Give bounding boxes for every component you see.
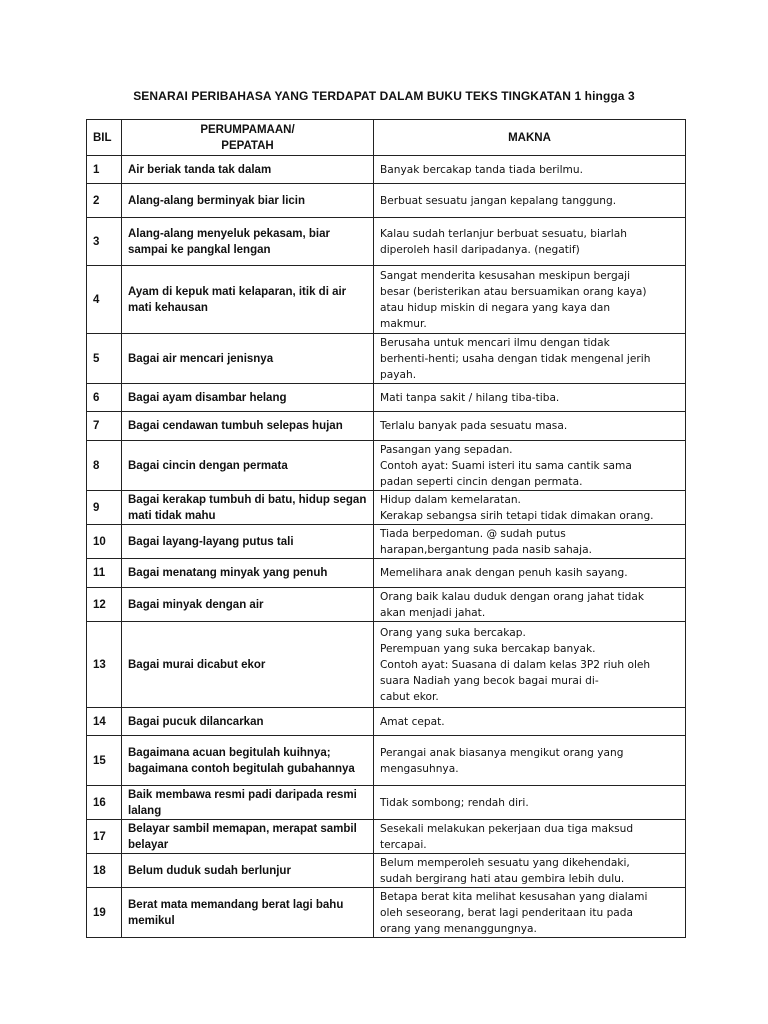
table-row <box>87 384 686 412</box>
cell-makna: Hidup dalam kemelaratan. Kerakap sebangsa sirih tetapi tidak dimakan orang. <box>374 491 686 525</box>
cell-bil: 19 <box>87 888 122 938</box>
cell-makna: Berusaha untuk mencari ilmu dengan tidak berhenti-henti; usaha dengan tidak mengenal jerih payah. <box>374 334 686 384</box>
cell-bil: 10 <box>87 525 122 559</box>
table-row <box>87 820 686 854</box>
cell-makna: Terlalu banyak pada sesuatu masa. <box>374 412 686 441</box>
cell-peribahasa: Berat mata memandang berat lagi bahu memikul <box>122 888 374 938</box>
table-row <box>87 736 686 786</box>
cell-makna: Betapa berat kita melihat kesusahan yang dialami oleh seseorang, berat lagi penderitaan itu pada orang yang menanggungnya. <box>374 888 686 938</box>
cell-makna: Banyak bercakap tanda tiada berilmu. <box>374 156 686 184</box>
cell-peribahasa: Bagai murai dicabut ekor <box>122 622 374 708</box>
table-body <box>87 156 686 938</box>
cell-bil: 13 <box>87 622 122 708</box>
cell-bil: 14 <box>87 708 122 736</box>
cell-bil: 15 <box>87 736 122 786</box>
cell-bil: 16 <box>87 786 122 820</box>
header-bil: BIL <box>87 120 122 156</box>
cell-peribahasa: Ayam di kepuk mati kelaparan, itik di air mati kehausan <box>122 266 374 334</box>
peribahasa-table <box>86 119 686 938</box>
cell-bil: 12 <box>87 588 122 622</box>
cell-bil: 3 <box>87 218 122 266</box>
cell-bil: 11 <box>87 559 122 588</box>
cell-peribahasa: Bagai air mencari jenisnya <box>122 334 374 384</box>
table-header-row <box>87 120 686 156</box>
cell-peribahasa: Belum duduk sudah berlunjur <box>122 854 374 888</box>
table-row <box>87 266 686 334</box>
table-row <box>87 588 686 622</box>
table-row <box>87 559 686 588</box>
cell-peribahasa: Bagai kerakap tumbuh di batu, hidup segan mati tidak mahu <box>122 491 374 525</box>
cell-bil: 17 <box>87 820 122 854</box>
page-title: SENARAI PERIBAHASA YANG TERDAPAT DALAM BUKU TEKS TINGKATAN 1 hingga 3 <box>133 89 635 103</box>
cell-makna: Kalau sudah terlanjur berbuat sesuatu, biarlah diperoleh hasil daripadanya. (negatif) <box>374 218 686 266</box>
cell-peribahasa: Belayar sambil memapan, merapat sambil belayar <box>122 820 374 854</box>
table-row <box>87 218 686 266</box>
table-row <box>87 525 686 559</box>
table-row <box>87 441 686 491</box>
cell-makna: Pasangan yang sepadan. Contoh ayat: Suami isteri itu sama cantik sama padan seperti cincin dengan permata. <box>374 441 686 491</box>
cell-bil: 18 <box>87 854 122 888</box>
table-row <box>87 156 686 184</box>
cell-makna: Amat cepat. <box>374 708 686 736</box>
cell-peribahasa: Baik membawa resmi padi daripada resmi lalang <box>122 786 374 820</box>
cell-bil: 8 <box>87 441 122 491</box>
cell-bil: 9 <box>87 491 122 525</box>
table-row <box>87 888 686 938</box>
header-makna: MAKNA <box>374 120 686 156</box>
table-row <box>87 184 686 218</box>
cell-peribahasa: Bagai minyak dengan air <box>122 588 374 622</box>
table-row <box>87 786 686 820</box>
cell-peribahasa: Bagaimana acuan begitulah kuihnya; bagaimana contoh begitulah gubahannya <box>122 736 374 786</box>
cell-bil: 1 <box>87 156 122 184</box>
cell-makna: Tidak sombong; rendah diri. <box>374 786 686 820</box>
cell-peribahasa: Bagai cendawan tumbuh selepas hujan <box>122 412 374 441</box>
table-row <box>87 334 686 384</box>
cell-bil: 5 <box>87 334 122 384</box>
cell-bil: 4 <box>87 266 122 334</box>
cell-peribahasa: Bagai ayam disambar helang <box>122 384 374 412</box>
table-row <box>87 491 686 525</box>
cell-makna: Sangat menderita kesusahan meskipun bergaji besar (beristerikan atau bersuamikan orang kaya) atau hidup miskin di negara yang kaya dan makmur. <box>374 266 686 334</box>
cell-peribahasa: Bagai pucuk dilancarkan <box>122 708 374 736</box>
cell-makna: Orang yang suka bercakap. Perempuan yang suka bercakap banyak. Contoh ayat: Suasana di dalam kelas 3P2 riuh oleh suara Nadiah yang becok bagai murai di- cabut ekor. <box>374 622 686 708</box>
cell-makna: Sesekali melakukan pekerjaan dua tiga maksud tercapai. <box>374 820 686 854</box>
cell-bil: 2 <box>87 184 122 218</box>
table-row <box>87 854 686 888</box>
cell-makna: Memelihara anak dengan penuh kasih sayang. <box>374 559 686 588</box>
cell-bil: 7 <box>87 412 122 441</box>
table-row <box>87 412 686 441</box>
cell-peribahasa: Bagai layang-layang putus tali <box>122 525 374 559</box>
cell-peribahasa: Bagai cincin dengan permata <box>122 441 374 491</box>
cell-bil: 6 <box>87 384 122 412</box>
cell-makna: Belum memperoleh sesuatu yang dikehendaki, sudah bergirang hati atau gembira lebih dulu. <box>374 854 686 888</box>
cell-makna: Mati tanpa sakit / hilang tiba-tiba. <box>374 384 686 412</box>
cell-peribahasa: Bagai menatang minyak yang penuh <box>122 559 374 588</box>
table-row <box>87 708 686 736</box>
header-perumpamaan-pepatah: PERUMPAMAAN/ PEPATAH <box>122 120 374 156</box>
cell-makna: Perangai anak biasanya mengikut orang yang mengasuhnya. <box>374 736 686 786</box>
cell-peribahasa: Alang-alang berminyak biar licin <box>122 184 374 218</box>
cell-makna: Tiada berpedoman. @ sudah putus harapan,bergantung pada nasib sahaja. <box>374 525 686 559</box>
table-row <box>87 622 686 708</box>
cell-peribahasa: Alang-alang menyeluk pekasam, biar sampai ke pangkal lengan <box>122 218 374 266</box>
cell-peribahasa: Air beriak tanda tak dalam <box>122 156 374 184</box>
cell-makna: Berbuat sesuatu jangan kepalang tanggung. <box>374 184 686 218</box>
cell-makna: Orang baik kalau duduk dengan orang jahat tidak akan menjadi jahat. <box>374 588 686 622</box>
